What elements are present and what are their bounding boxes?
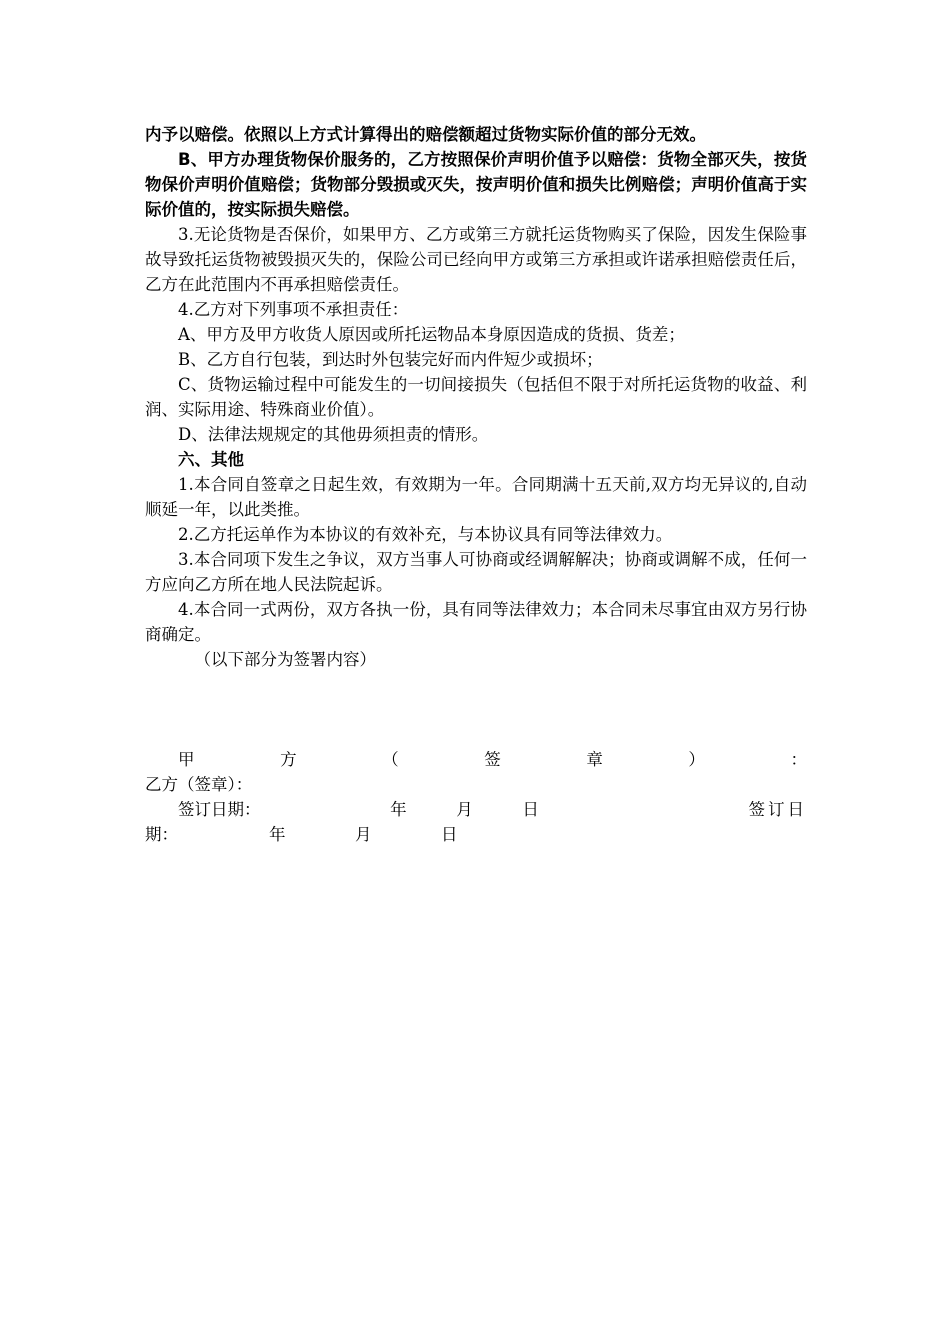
section-6-item-3: 3.本合同项下发生之争议，双方当事人可协商或经调解解决；协商或调解不成，任何一方应向乙方所在地人民法院起诉。 — [145, 550, 807, 594]
clause-5-item-4: 4.乙方对下列事项不承担责任： — [178, 300, 409, 319]
sig-text: 日 — [522, 800, 539, 819]
sig-text: 期： — [145, 825, 178, 844]
clause-5-item-b: B、甲方办理货物保价服务的，乙方按照保价声明价值予以赔偿：货物全部灭失，按货物保价声明价值赔偿；货物部分毁损或灭失，按声明价值和损失比例赔偿；声明价值高于实际价值的，按实际损失赔偿。 — [145, 150, 807, 219]
signature-date-row — [145, 797, 807, 822]
sig-text: 签订日期： — [178, 800, 261, 819]
section-6-item-2: 2.乙方托运单作为本协议的有效补充，与本协议具有同等法律效力。 — [178, 525, 673, 544]
sig-text: 年 — [390, 800, 407, 819]
clause-5-item-4-a: A、甲方及甲方收货人原因或所托运物品本身原因造成的货损、货差； — [178, 325, 685, 344]
clause-5-item-3: 3.无论货物是否保价，如果甲方、乙方或第三方就托运货物购买了保险，因发生保险事故导致托运货物被毁损灭失的，保险公司已经向甲方或第三方承担或许诺承担赔偿责任后，乙方在此范围内不再承担赔偿责任。 — [145, 225, 807, 294]
sig-text: 签订日 — [748, 800, 807, 819]
sig-text: 日 — [441, 825, 458, 844]
clause-5-item-4-b: B、乙方自行包装，到达时外包装完好而内件短少或损坏； — [178, 350, 603, 369]
signature-party-a-row — [145, 747, 807, 772]
sig-text: 签 — [484, 750, 501, 769]
sig-text: 方 — [280, 750, 297, 769]
section-6-heading: 六、其他 — [178, 450, 244, 469]
signature-party-b-label: 乙方（签章）： — [145, 775, 253, 794]
signature-note: （以下部分为签署内容） — [194, 650, 376, 669]
sig-text: 年 — [269, 825, 286, 844]
section-6-item-1: 1.本合同自签章之日起生效，有效期为一年。合同期满十五天前,双方均无异议的,自动顺延一年，以此类推。 — [145, 475, 807, 519]
clause-5-item-4-d: D、法律法规规定的其他毋须担责的情形。 — [178, 425, 489, 444]
sig-text: （ — [382, 750, 399, 769]
signature-date-row-2 — [145, 822, 807, 847]
sig-text: 章 — [586, 750, 603, 769]
clause-5-continuation: 内予以赔偿。依照以上方式计算得出的赔偿额超过货物实际价值的部分无效。 — [145, 125, 706, 144]
blank-space — [145, 672, 807, 747]
sig-text: 甲 — [178, 750, 195, 769]
sig-text: 月 — [355, 825, 372, 844]
document-page — [145, 122, 807, 847]
sig-text: ） — [688, 750, 705, 769]
clause-5-item-4-c: C、货物运输过程中可能发生的一切间接损失（包括但不限于对所托运货物的收益、利润、实际用途、特殊商业价值）。 — [145, 375, 807, 419]
sig-text: ： — [790, 750, 807, 769]
section-6-item-4: 4.本合同一式两份，双方各执一份，具有同等法律效力；本合同未尽事宜由双方另行协商确定。 — [145, 600, 807, 644]
sig-text: 月 — [456, 800, 473, 819]
